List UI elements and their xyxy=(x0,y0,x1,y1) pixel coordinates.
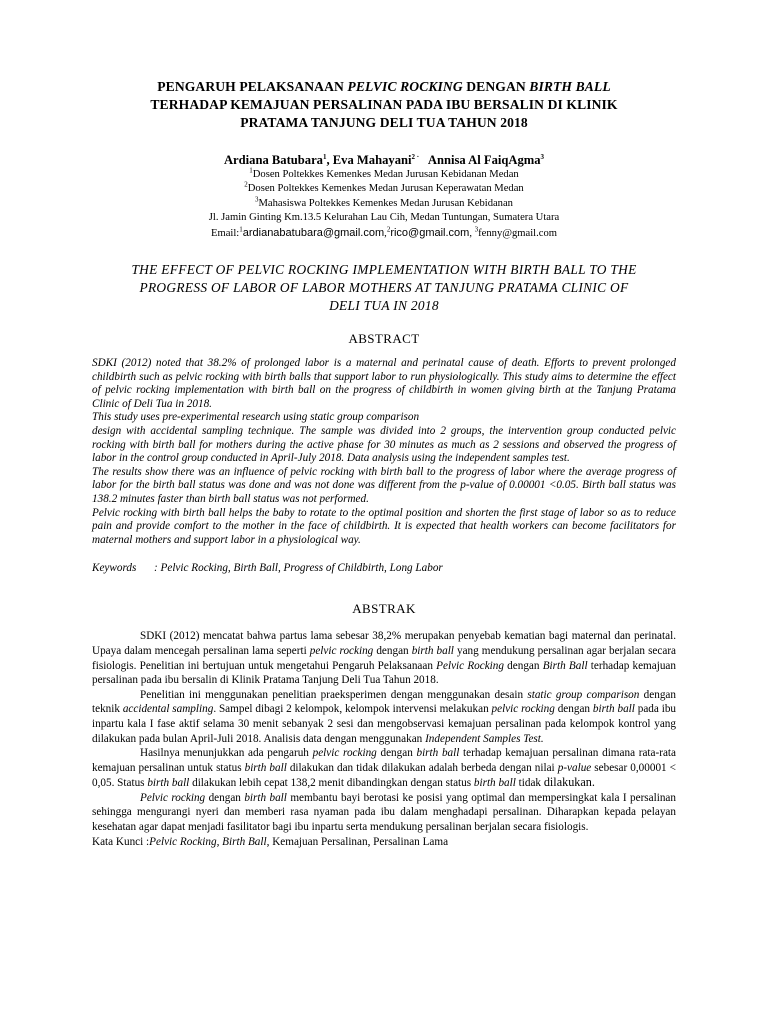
kata-kunci-text: Kemajuan Persalinan, Persalinan Lama xyxy=(269,835,449,848)
title-line-2: TERHADAP KEMAJUAN PERSALINAN PADA IBU BERSALIN DI KLINIK xyxy=(150,97,618,112)
author-name: Eva Mahayani xyxy=(332,153,412,167)
keywords-text: : Pelvic Rocking, Birth Ball, Progress of Childbirth, Long Labor xyxy=(154,562,443,575)
paper-title xyxy=(92,78,676,132)
address: Jl. Jamin Ginting Km.13.5 Kelurahan Lau Cih, Medan Tuntungan, Sumatera Utara xyxy=(208,212,560,224)
separator: , xyxy=(469,227,475,239)
text: dengan xyxy=(554,703,593,716)
italic-term: accidental sampling xyxy=(122,703,214,716)
italic-term: birth ball xyxy=(473,777,516,790)
email-address[interactable]: ardianabatubara@gmail.com xyxy=(242,226,385,239)
author-sup: 1 xyxy=(322,152,327,161)
english-title-line: PROGRESS OF LABOR OF LABOR MOTHERS AT TANJUNG PRATAMA CLINIC OF xyxy=(139,280,629,296)
email-sup: 1 xyxy=(239,225,243,234)
separator xyxy=(419,153,425,167)
italic-term: p-value xyxy=(557,761,592,774)
text: yang mendukung persalinan agar berjalan secara fisiologis. Penelitian ini bertujuan untuk mengetahui Pengaruh Pelaksanaan xyxy=(92,644,677,672)
italic-term: Pelvic rocking xyxy=(140,791,206,804)
kata-kunci-label: Kata Kunci : xyxy=(92,835,150,848)
email-label: Email: xyxy=(210,227,240,239)
abstract-heading: ABSTRACT xyxy=(348,331,420,347)
separator: , xyxy=(384,227,387,239)
affiliation xyxy=(92,182,676,196)
email-sup: 2 xyxy=(386,225,391,234)
abstrak-paragraph xyxy=(92,791,676,835)
affiliation-sup: 1 xyxy=(249,166,253,175)
italic-term: birth ball xyxy=(244,791,287,804)
abstract-paragraph: This study uses pre-experimental research using static group comparison xyxy=(92,411,420,424)
author-sup: 2 · xyxy=(411,152,420,161)
text: dilakukan dan tidak dilakukan adalah berbeda dengan nilai xyxy=(286,761,558,774)
author-name: Ardiana Batubara xyxy=(223,153,323,167)
italic-term: birth ball xyxy=(244,761,287,774)
text: . Sampel dibagi 2 kelompok, kelompok intervensi melakukan xyxy=(213,703,492,716)
italic-term: Birth Ball xyxy=(542,659,588,672)
abstrak-paragraph xyxy=(92,688,676,746)
italic-term: Pelvic Rocking xyxy=(436,659,504,672)
text: dengan xyxy=(376,747,417,760)
title-line-3: PRATAMA TANJUNG DELI TUA TAHUN 2018 xyxy=(240,115,528,130)
title-line-1 xyxy=(92,78,676,96)
italic-term: birth ball xyxy=(592,703,635,716)
text: dilakukan lebih cepat 138,2 menit dibandingkan dengan status xyxy=(189,777,474,790)
paper-page xyxy=(92,78,676,849)
title-italic: BIRTH BALL xyxy=(529,79,611,94)
abstract-paragraph: design with accidental sampling technique. The sample was divided into 2 groups, the intervention group conducted pelvic rocking with birth ball for mothers during the active phase for 30 minutes as much as 2 sessions and observed the progress of labor in the control group conducted in April-July 2018. Data analysis using the independent samples test. xyxy=(92,425,676,465)
email-address[interactable]: fenny@gmail.com xyxy=(478,227,558,239)
english-title xyxy=(92,261,676,315)
text: Penelitian ini menggunakan penelitian praeksperimen dengan menggunakan desain xyxy=(140,688,528,701)
english-title-line: DELI TUA IN 2018 xyxy=(329,298,439,314)
affiliation-text: Mahasiswa Poltekkes Kemenkes Medan Jurusan Kebidanan xyxy=(258,197,513,209)
text: terhadap kemajuan persalinan dimana rata-rata kemajuan persalinan untuk status xyxy=(92,747,676,774)
title-text: DENGAN xyxy=(462,79,530,94)
italic-term: Independent Samples Test. xyxy=(425,732,544,745)
abstract-paragraph: Pelvic rocking with birth ball helps the baby to rotate to the optimal position and shorten the first stage of labor so as to reduce pain and provide comfort to the mother in the face of childbirth. It is expected that health workers can become facilitators for maternal mothers and support labor in a physiological way. xyxy=(92,506,676,546)
email-address[interactable]: rico@gmail.com xyxy=(390,226,470,239)
abstract-body xyxy=(92,357,676,547)
text: dengan xyxy=(205,791,245,804)
abstrak-heading: ABSTRAK xyxy=(352,601,416,617)
affiliation-text: Dosen Poltekkes Kemenkes Medan Jurusan Keperawatan Medan xyxy=(247,183,524,195)
kata-kunci-italic: Pelvic Rocking, Birth Ball, xyxy=(149,835,270,848)
text: pada ibu inpartu kala I fase aktif selama 30 menit sebanyak 2 sesi dan mengobservasi kemajuan persalinan pada kelompok kontrol yang dilakukan pada bulan April-Juli 2018. Analisis data dengan menggunakan xyxy=(92,703,677,745)
author-name: Annisa Al FaiqAgma xyxy=(427,153,541,167)
italic-term: pelvic rocking xyxy=(491,703,555,716)
text: SDKI (2012) mencatat bahwa partus lama sebesar 38,2% merupakan penyebab kematian bagi maternal dan perinatal. Upaya dalam mencegah persalinan lama seperti xyxy=(92,630,676,657)
italic-term: pelvic rocking xyxy=(309,644,374,657)
affiliation-text: Dosen Poltekkes Kemenkes Medan Jurusan Kebidanan Medan xyxy=(252,169,519,180)
italic-term: birth ball xyxy=(147,777,190,790)
text: terhadap kemajuan persalinan pada ibu bersalin di Klinik Pratama Tanjung Deli Tua Tahun 2018. xyxy=(92,659,676,687)
email-line xyxy=(92,226,676,241)
text: tidak xyxy=(515,777,544,790)
kata-kunci xyxy=(92,835,676,850)
italic-term: birth ball xyxy=(416,747,460,760)
abstrak-paragraph xyxy=(92,629,676,687)
italic-term: birth ball xyxy=(411,644,454,657)
keywords-label: Keywords xyxy=(92,562,137,575)
affiliation xyxy=(92,168,676,182)
abstract-paragraph: The results show there was an influence of pelvic rocking with birth ball to the progress of labor where the average progress of labor for the birth ball status was done and was not done was different from the p-value of 0.00001 <0.05. Birth ball status was 138.2 minutes faster than birth ball status was not performed. xyxy=(92,465,676,505)
affiliation-sup: 3 xyxy=(255,195,259,204)
author-sup: 3 xyxy=(540,152,545,161)
text: sebesar 0,00001 < 0,05. Status xyxy=(92,761,676,790)
abstrak-body xyxy=(92,629,676,834)
affiliation xyxy=(92,197,676,211)
text: dilakukan. xyxy=(543,775,595,790)
text: dengan xyxy=(373,644,412,657)
title-text: PENGARUH PELAKSANAAN xyxy=(157,79,348,94)
title-italic: PELVIC ROCKING xyxy=(347,79,463,94)
english-title-line: THE EFFECT OF PELVIC ROCKING IMPLEMENTATION WITH BIRTH BALL TO THE xyxy=(131,262,637,278)
text: membantu bayi berotasi ke posisi yang optimal dan mempersingkat kala I persalinan sehingga mengurangi nyeri dan memberi rasa nyaman pada ibu dalam menghadapi persalinan. Diharapkan kepada pelayan kesehatan agar dapat menjadi fasilitator bagi ibu inpartu serta mendukung persalinan berjalan secara fisiologis. xyxy=(92,791,676,834)
separator: , xyxy=(326,153,333,167)
text: Hasilnya menunjukkan ada pengaruh xyxy=(140,747,313,760)
author-list xyxy=(92,152,676,168)
keywords xyxy=(92,561,676,575)
text: dengan xyxy=(503,659,543,672)
email-sup: 3 xyxy=(474,225,479,234)
abstrak-paragraph xyxy=(92,746,676,791)
text: dengan teknik xyxy=(92,688,676,716)
abstract-paragraph: SDKI (2012) noted that 38.2% of prolonged labor is a maternal and perinatal cause of death. Efforts to prevent prolonged childbirth such as pelvic rocking with birth balls that support labor to run physiologically. This study aims to determine the effect of pelvic rocking implementation with birth ball on the progress of childbirth in women giving birth at the Tanjung Pratama Clinic of Deli Tua in 2018. xyxy=(92,357,676,410)
italic-term: static group comparison xyxy=(527,688,640,701)
italic-term: pelvic rocking xyxy=(312,747,377,760)
affiliation-sup: 2 xyxy=(244,180,248,189)
